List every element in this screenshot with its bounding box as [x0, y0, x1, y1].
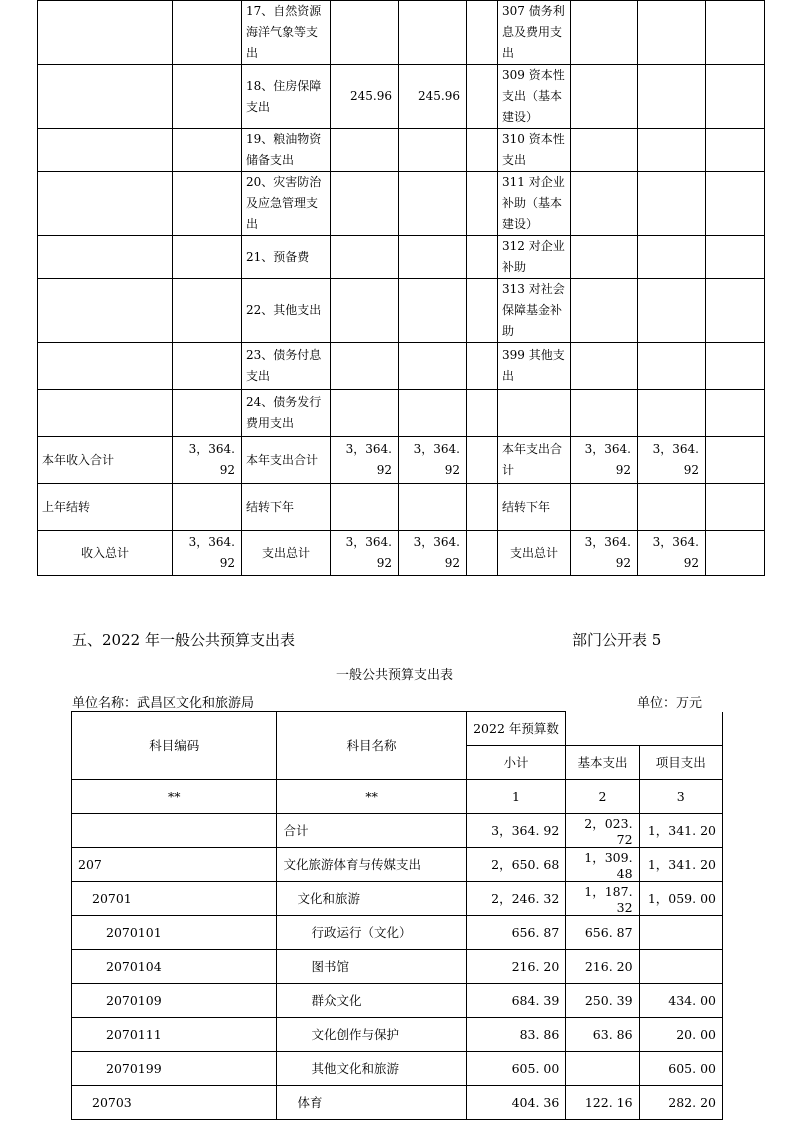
revenue-expenditure-table: [37, 0, 765, 576]
cell-basic: 1，309. 48: [566, 847, 639, 881]
unit-label: 单位：万元: [637, 696, 703, 711]
table-cell: [571, 172, 638, 236]
table-cell: [638, 129, 706, 172]
table-row: [38, 129, 765, 172]
table-cell: 3，364. 92: [399, 531, 467, 576]
table-cell: [638, 279, 706, 343]
cell-code: 20701: [72, 881, 277, 915]
table-cell: [331, 279, 399, 343]
cell-project: 434. 00: [639, 983, 722, 1017]
cell-subtotal: 656. 87: [466, 915, 566, 949]
cell-subtotal: 684. 39: [466, 983, 566, 1017]
table-cell: [638, 236, 706, 279]
table-row: [38, 437, 765, 484]
table-cell: [467, 437, 498, 484]
table-row: [72, 881, 723, 915]
table-cell: 支出总计: [242, 531, 331, 576]
cell-subtotal: 3，364. 92: [466, 813, 566, 847]
table-cell: 3，364. 92: [638, 437, 706, 484]
table-cell: [38, 1, 173, 65]
cell-basic: 1，187. 32: [566, 881, 639, 915]
table-cell: [706, 437, 765, 484]
table-cell: 23、债务付息支出: [242, 343, 331, 390]
table-cell: [173, 279, 242, 343]
table-cell: [38, 279, 173, 343]
table-cell: [399, 390, 467, 437]
table-cell: 307 债务利息及费用支出: [498, 1, 571, 65]
header-project: 项目支出: [639, 745, 722, 779]
cell-code: 2070101: [72, 915, 277, 949]
table-cell: [399, 172, 467, 236]
table-cell: [638, 390, 706, 437]
table-cell: [38, 343, 173, 390]
table-cell: [173, 129, 242, 172]
table-cell: 结转下年: [498, 484, 571, 531]
table-cell: [571, 484, 638, 531]
cell-name: 文化和旅游: [277, 881, 466, 915]
table-cell: 上年结转: [38, 484, 173, 531]
cell-basic: 216. 20: [566, 949, 639, 983]
table-cell: [571, 129, 638, 172]
table-row: [72, 915, 723, 949]
cell-basic: 2，023. 72: [566, 813, 639, 847]
table-cell: [38, 129, 173, 172]
table-row: [38, 65, 765, 129]
cell-basic: 656. 87: [566, 915, 639, 949]
table-row: [38, 484, 765, 531]
table-cell: [173, 65, 242, 129]
table-cell: [498, 390, 571, 437]
cell-subtotal: 404. 36: [466, 1085, 566, 1119]
general-budget-expenditure-table: [71, 711, 723, 1120]
header-name: 科目名称: [277, 712, 466, 780]
table-row: [38, 390, 765, 437]
table-row: [72, 949, 723, 983]
header-basic: 基本支出: [566, 745, 639, 779]
table-cell: 19、粮油物资储备支出: [242, 129, 331, 172]
cell-name: 体育: [277, 1085, 466, 1119]
table-cell: [571, 65, 638, 129]
table-cell: [571, 279, 638, 343]
cell-code: 2070109: [72, 983, 277, 1017]
table-cell: 3，364. 92: [571, 437, 638, 484]
table-cell: [638, 1, 706, 65]
table-cell: 3，364. 92: [571, 531, 638, 576]
table-cell: 本年收入合计: [38, 437, 173, 484]
table-cell: [173, 1, 242, 65]
table-cell: [467, 236, 498, 279]
cell-name: 文化旅游体育与传媒支出: [277, 847, 466, 881]
cell-code: 207: [72, 847, 277, 881]
cell-subtotal: 605. 00: [466, 1051, 566, 1085]
index-project: 3: [639, 779, 722, 813]
table-cell: 3，364. 92: [173, 437, 242, 484]
table-cell: 20、灾害防治及应急管理支出: [242, 172, 331, 236]
cell-code: 20703: [72, 1085, 277, 1119]
table-row: [38, 236, 765, 279]
cell-subtotal: 216. 20: [466, 949, 566, 983]
cell-name: 行政运行（文化）: [277, 915, 466, 949]
table-row: [72, 813, 723, 847]
table-cell: 21、预备费: [242, 236, 331, 279]
table-cell: [706, 129, 765, 172]
cell-basic: [566, 1051, 639, 1085]
cell-name: 群众文化: [277, 983, 466, 1017]
table-cell: [467, 484, 498, 531]
cell-project: 20. 00: [639, 1017, 722, 1051]
table-subtitle: 一般公共预算支出表: [336, 668, 454, 683]
cell-basic: 250. 39: [566, 983, 639, 1017]
table-cell: [399, 236, 467, 279]
header-subtotal: 小计: [466, 745, 566, 779]
table-cell: [706, 236, 765, 279]
table-cell: 18、住房保障支出: [242, 65, 331, 129]
index-basic: 2: [566, 779, 639, 813]
table-cell: 3，364. 92: [331, 531, 399, 576]
header-row: [72, 712, 723, 746]
table-cell: [38, 236, 173, 279]
table-cell: [467, 531, 498, 576]
table-cell: [706, 279, 765, 343]
table-cell: 支出总计: [498, 531, 571, 576]
table-cell: [38, 390, 173, 437]
cell-code: 2070111: [72, 1017, 277, 1051]
table-cell: [467, 172, 498, 236]
section-heading: 五、2022 年一般公共预算支出表: [72, 631, 295, 649]
table-cell: [706, 65, 765, 129]
index-subtotal: 1: [466, 779, 566, 813]
table-cell: [399, 1, 467, 65]
table-cell: [173, 343, 242, 390]
table-row: [72, 1051, 723, 1085]
unit-name: 单位名称：武昌区文化和旅游局: [72, 696, 255, 711]
table-cell: [173, 390, 242, 437]
table-cell: [331, 1, 399, 65]
table-cell: 3，364. 92: [638, 531, 706, 576]
cell-subtotal: 2，246. 32: [466, 881, 566, 915]
table-cell: [467, 1, 498, 65]
table-cell: [638, 172, 706, 236]
table-cell: [638, 65, 706, 129]
cell-subtotal: 2，650. 68: [466, 847, 566, 881]
table-cell: [173, 172, 242, 236]
cell-project: 282. 20: [639, 1085, 722, 1119]
cell-name: 文化创作与保护: [277, 1017, 466, 1051]
cell-basic: 122. 16: [566, 1085, 639, 1119]
table-cell: [467, 343, 498, 390]
table-cell: 3，364. 92: [331, 437, 399, 484]
table-cell: 17、自然资源海洋气象等支出: [242, 1, 331, 65]
table-row: [72, 1085, 723, 1119]
table-cell: [467, 129, 498, 172]
index-code: **: [72, 779, 277, 813]
table-cell: [331, 172, 399, 236]
cell-subtotal: 83. 86: [466, 1017, 566, 1051]
cell-project: 605. 00: [639, 1051, 722, 1085]
table-row: [38, 531, 765, 576]
table-cell: 3，364. 92: [173, 531, 242, 576]
table-cell: [706, 172, 765, 236]
header-budget: 2022 年预算数: [466, 712, 566, 746]
table-cell: [38, 172, 173, 236]
table-cell: 309 资本性支出（基本建设）: [498, 65, 571, 129]
cell-name: 其他文化和旅游: [277, 1051, 466, 1085]
index-name: **: [277, 779, 466, 813]
table-cell: [331, 129, 399, 172]
table-cell: [38, 65, 173, 129]
table-cell: [467, 279, 498, 343]
table-cell: [571, 236, 638, 279]
table-cell: 本年支出合计: [242, 437, 331, 484]
table-cell: [638, 343, 706, 390]
table-row: [38, 172, 765, 236]
table-cell: 3，364. 92: [399, 437, 467, 484]
table-row: [38, 279, 765, 343]
cell-code: 2070104: [72, 949, 277, 983]
table-cell: 399 其他支出: [498, 343, 571, 390]
table-cell: 245.96: [331, 65, 399, 129]
table-cell: 收入总计: [38, 531, 173, 576]
table-row: [72, 983, 723, 1017]
table-cell: 245.96: [399, 65, 467, 129]
table-cell: [331, 236, 399, 279]
table-cell: [706, 1, 765, 65]
table-cell: [706, 343, 765, 390]
table-cell: [173, 236, 242, 279]
table-cell: 311 对企业补助（基本建设）: [498, 172, 571, 236]
table-cell: 22、其他支出: [242, 279, 331, 343]
table-cell: [331, 343, 399, 390]
table-cell: [706, 484, 765, 531]
table-cell: [571, 390, 638, 437]
table-cell: [706, 531, 765, 576]
table-cell: 313 对社会保障基金补助: [498, 279, 571, 343]
table-cell: [706, 390, 765, 437]
table-cell: [173, 484, 242, 531]
table-row: [72, 847, 723, 881]
table-cell: 24、债务发行费用支出: [242, 390, 331, 437]
table-cell: [638, 484, 706, 531]
cell-name: 图书馆: [277, 949, 466, 983]
cell-project: [639, 949, 722, 983]
cell-project: 1，341. 20: [639, 813, 722, 847]
table-row: [72, 1017, 723, 1051]
table-cell: [571, 1, 638, 65]
table-cell: [331, 390, 399, 437]
table-cell: [399, 129, 467, 172]
cell-name: 合计: [277, 813, 466, 847]
table-cell: [399, 343, 467, 390]
table-row: [38, 1, 765, 65]
table-row: [38, 343, 765, 390]
cell-project: 1，341. 20: [639, 847, 722, 881]
index-row: [72, 779, 723, 813]
header-code: 科目编码: [72, 712, 277, 780]
table-cell: 310 资本性支出: [498, 129, 571, 172]
table-cell: [399, 279, 467, 343]
table-cell: 312 对企业补助: [498, 236, 571, 279]
cell-basic: 63. 86: [566, 1017, 639, 1051]
table-cell: [571, 343, 638, 390]
cell-project: 1，059. 00: [639, 881, 722, 915]
cell-code: [72, 813, 277, 847]
cell-project: [639, 915, 722, 949]
table-cell: [467, 390, 498, 437]
table-cell: [331, 484, 399, 531]
table-cell: 结转下年: [242, 484, 331, 531]
table-cell: 本年支出合计: [498, 437, 571, 484]
table-number: 部门公开表 5: [572, 631, 662, 649]
cell-code: 2070199: [72, 1051, 277, 1085]
table-cell: [467, 65, 498, 129]
table-cell: [399, 484, 467, 531]
